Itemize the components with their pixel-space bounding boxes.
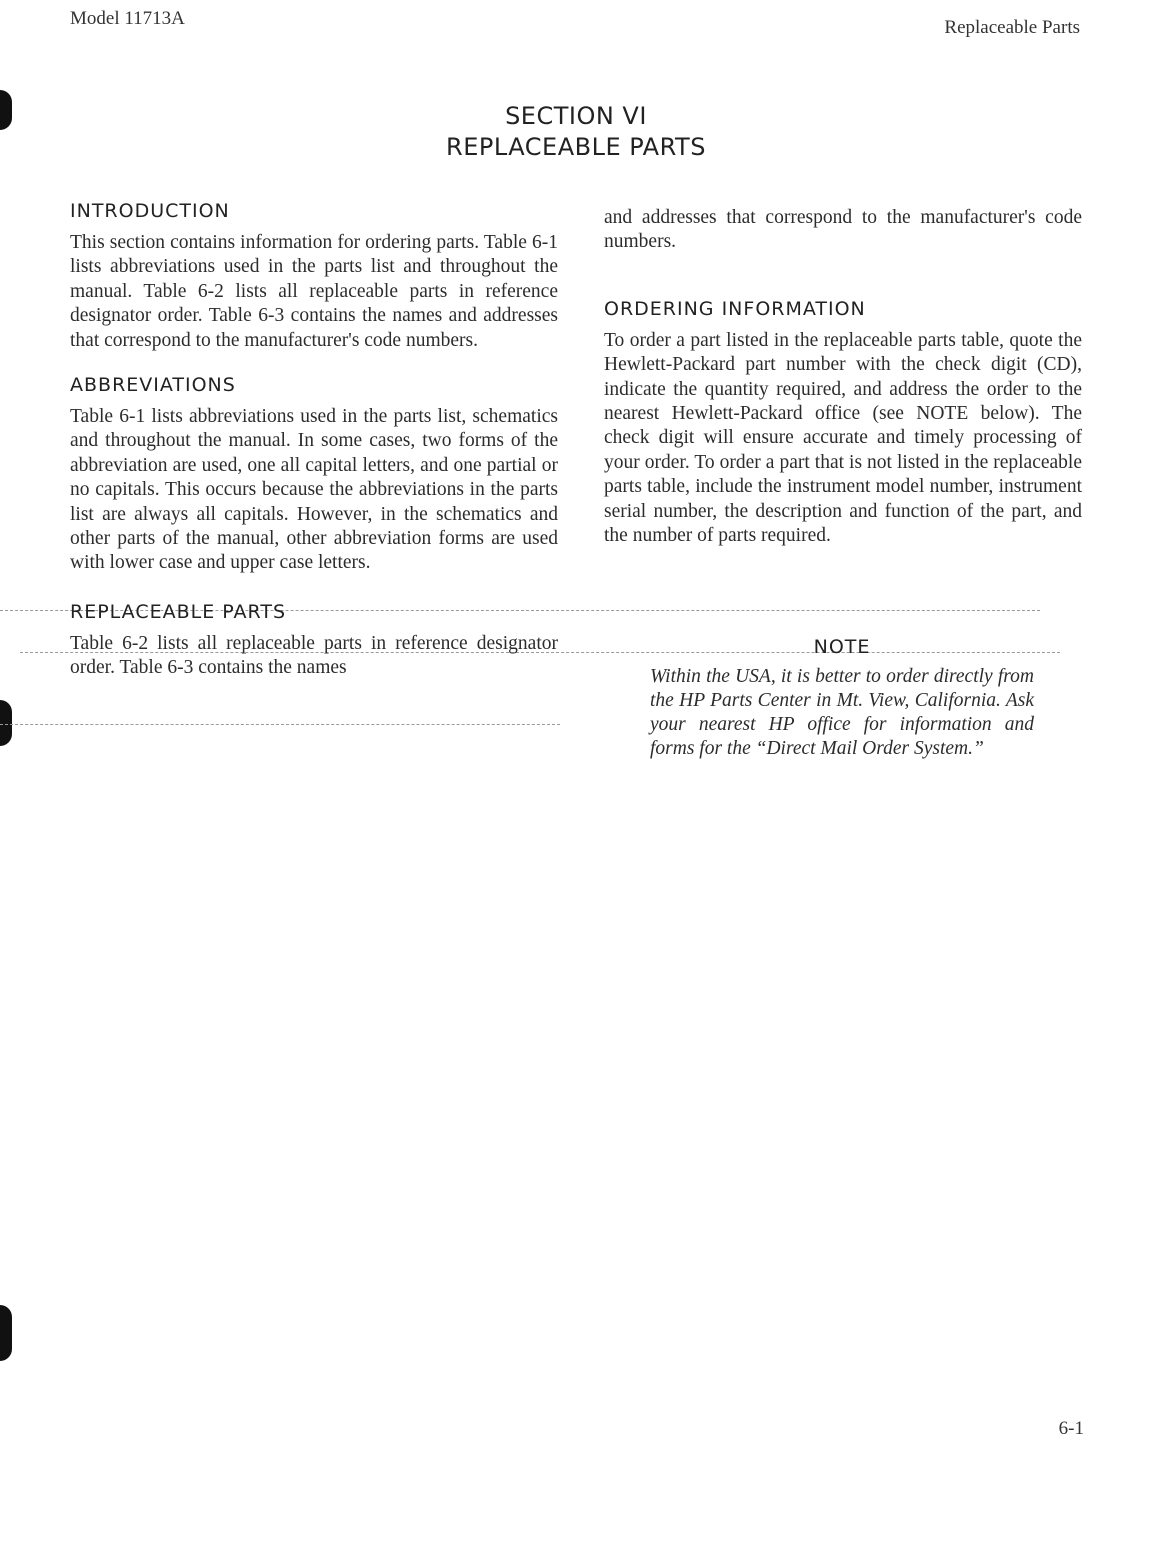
ordering-information-text: To order a part listed in the replaceable parts table, quote the Hewlett-Packard part number with the check digit (CD), indicate the quantity required, and address the order to the nearest Hewlett-Packard office (see NOTE below). The check digit will ensure accurate and timely processing of your order. To order a part that is not listed in the replaceable parts table, include the instrument model number, instrument serial number, the description and function of the part, and the number of parts required. bbox=[604, 329, 1082, 547]
replaceable-parts-heading: REPLACEABLE PARTS bbox=[70, 600, 287, 623]
abbreviations-text: Table 6-1 lists abbreviations used in the parts list, schematics and throughout the manual. In some cases, two forms of the abbreviation are used, one all capital letters, and one partial or no capitals. This occurs because the abbreviations in the parts list are always all capitals. However, in the schematics and other parts of the manual, other abbreviation forms are used with lower case and upper case letters. bbox=[70, 406, 558, 574]
page-number: 6-1 bbox=[1058, 1418, 1084, 1439]
replaceable-parts-text: Table 6-2 lists all replaceable parts in reference designator order. Table 6-3 contains the names bbox=[70, 632, 558, 679]
binder-hole-middle bbox=[0, 700, 12, 746]
note-text: Within the USA, it is better to order directly from the HP Parts Center in Mt. View, California. Ask your nearest HP office for information and forms for the “Direct Mail Order System.” bbox=[650, 666, 1034, 759]
scan-fold-line bbox=[0, 724, 560, 725]
abbreviations-heading: ABBREVIATIONS bbox=[70, 374, 236, 397]
section-title-line2: REPLACEABLE PARTS bbox=[446, 133, 706, 161]
binder-hole-bottom bbox=[0, 1305, 12, 1361]
left-column bbox=[70, 199, 558, 681]
header-model: Model 11713A bbox=[70, 8, 185, 29]
section-title-line1: SECTION VI bbox=[505, 102, 647, 130]
note-box bbox=[650, 632, 1034, 761]
header-section-label: Replaceable Parts bbox=[944, 17, 1080, 38]
introduction-text: This section contains information for ordering parts. Table 6-1 lists abbreviations used in the parts list and throughout the manual. Table 6-2 lists all replaceable parts in reference designator order. Table 6-3 contains the names and addresses that correspond to the manufacturer's code numbers. bbox=[70, 232, 558, 351]
ordering-information-heading: ORDERING INFORMATION bbox=[604, 297, 866, 320]
introduction-heading: INTRODUCTION bbox=[70, 200, 230, 222]
right-column bbox=[604, 206, 1082, 548]
note-title: NOTE bbox=[813, 636, 871, 658]
replaceable-parts-text-continued: and addresses that correspond to the manufacturer's code numbers. bbox=[604, 207, 1082, 253]
section-title bbox=[0, 101, 1152, 163]
